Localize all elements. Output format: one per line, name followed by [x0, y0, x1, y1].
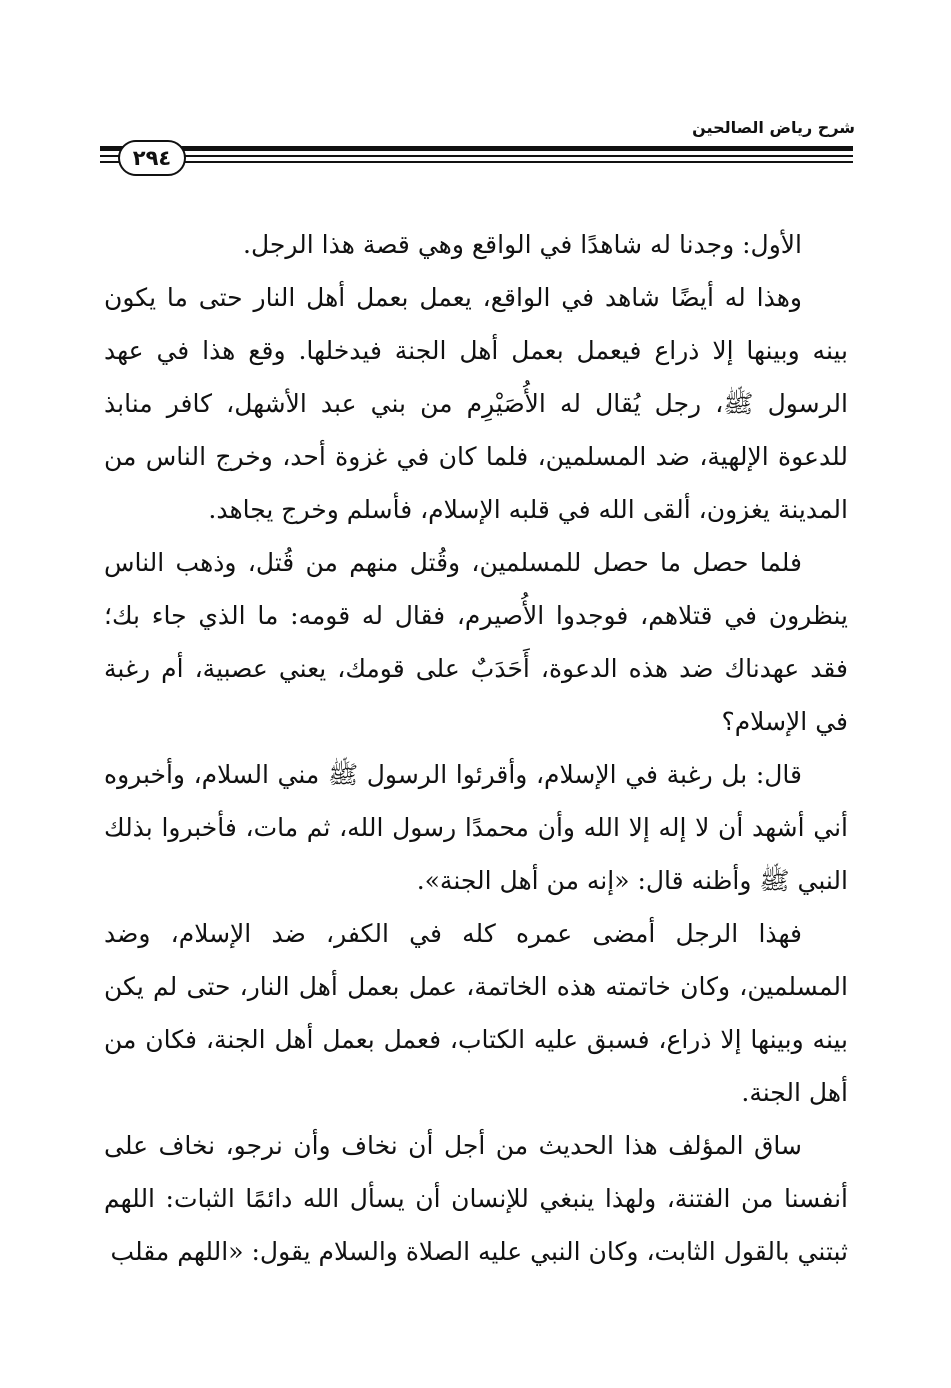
paragraph-6: ساق المؤلف هذا الحديث من أجل أن نخاف وأن نرجو، نخاف على أنفسنا من الفتنة، ولهذا ينبغي للإنسان أن يسأل الله دائمًا الثبات: اللهم ثبتني بالقول الثابت، وكان النبي عليه الصلاة والسلام يقول: «اللهم مقلب	[104, 1131, 848, 1266]
paragraph-4: قال: بل رغبة في الإسلام، وأقرئوا الرسول ﷺ مني السلام، وأخبروه أني أشهد أن لا إله إلا الله وأن محمدًا رسول الله، ثم مات، فأخبروا بذلك النبي ﷺ وأظنه قال: «إنه من أهل الجنة».	[104, 760, 848, 895]
body-text	[104, 218, 848, 1278]
paragraph-3: فلما حصل ما حصل للمسلمين، وقُتل منهم من قُتل، وذهب الناس ينظرون في قتلاهم، فوجدوا الأُصيرم، فقال له قومه: ما الذي جاء بك؛ فقد عهدناك ضد هذه الدعوة، أَحَدَبٌ على قومك، يعني عصبية، أم رغبة في الإسلام؟	[104, 548, 848, 736]
paragraph-1: الأول: وجدنا له شاهدًا في الواقع وهي قصة هذا الرجل.	[243, 230, 802, 259]
header-rule-thick	[100, 146, 853, 151]
paragraph-5: فهذا الرجل أمضى عمره كله في الكفر، ضد الإسلام، وضد المسلمين، وكان خاتمته هذه الخاتمة، عمل بعمل أهل النار، حتى لم يكن بينه وبينها إلا ذراع، فسبق عليه الكتاب، فعمل بعمل أهل الجنة، فكان من أهل الجنة.	[104, 919, 848, 1107]
running-title: شرح رياض الصالحين	[692, 118, 855, 137]
header-rule-thin	[100, 161, 853, 163]
paragraph-2: وهذا له أيضًا شاهد في الواقع، يعمل بعمل أهل النار حتى ما يكون بينه وبينها إلا ذراع فيعمل بعمل أهل الجنة فيدخلها. وقع هذا في عهد الرسول ﷺ، رجل يُقال له الأُصَيْرِم من بني عبد الأشهل، كافر منابذ للدعوة الإلهية، ضد المسلمين، فلما كان في غزوة أحد، وخرج الناس من المدينة يغزون، ألقى الله في قلبه الإسلام، فأسلم وخرج يجاهد.	[104, 283, 848, 524]
header-rule-thin	[100, 155, 853, 157]
page-header	[0, 0, 951, 190]
page-number-badge: ٢٩٤	[118, 140, 186, 176]
